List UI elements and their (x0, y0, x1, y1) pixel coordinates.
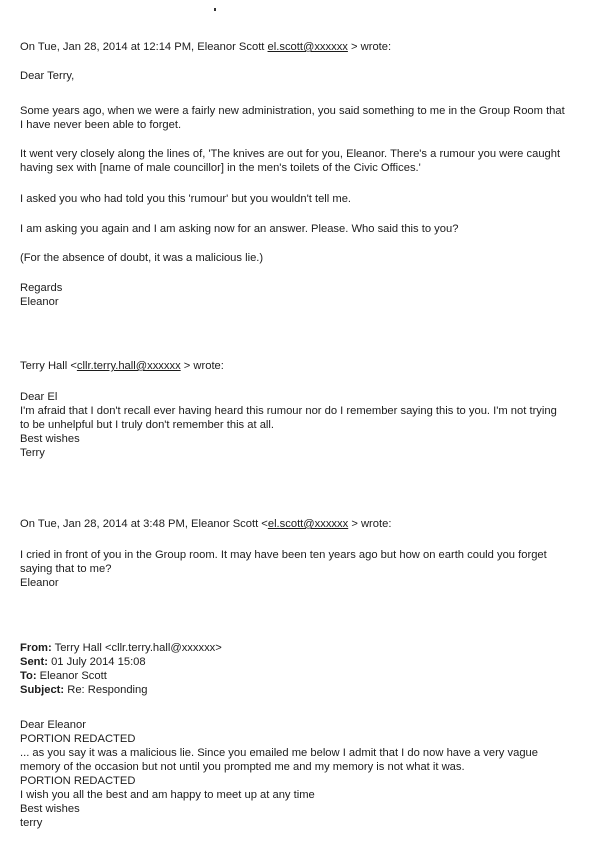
email-4-signoff: Best wishes (20, 803, 80, 815)
email-1-sender-address[interactable]: el.scott@xxxxxx (267, 41, 348, 53)
email-3-body (20, 548, 580, 590)
email-3-sender-address[interactable]: el.scott@xxxxxx (267, 518, 349, 530)
email-4-signature: terry (20, 817, 43, 829)
email-2-body (20, 390, 580, 460)
email-1-paragraph-4: I am asking you again and I am asking now for an answer. Please. Who said this to you? (20, 223, 459, 235)
email-1-signature: Eleanor (20, 296, 59, 308)
email-4-redacted-2: PORTION REDACTED (20, 775, 136, 787)
email-1-header (20, 40, 580, 54)
email-4-subject-label: Subject: (20, 684, 65, 696)
email-4-body-line-2: memory of the occasion but not until you prompted me and my memory is not what it was. (20, 761, 465, 773)
email-1-paragraph-1-line-1: Some years ago, when we were a fairly new administration, you said something to me in the Group Room that (20, 105, 565, 117)
scan-mark (214, 8, 216, 11)
email-4-redacted-1: PORTION REDACTED (20, 733, 136, 745)
email-1-paragraph-1 (20, 104, 580, 132)
email-2-header (20, 359, 580, 373)
email-3-header-suffix: > wrote: (348, 518, 392, 530)
email-4-to-value: Eleanor Scott (36, 670, 107, 682)
email-4-sent-row (20, 655, 580, 669)
email-4-subject-value: Re: Responding (64, 684, 148, 696)
email-1-paragraph-2 (20, 147, 580, 175)
email-1-regards: Regards (20, 282, 63, 294)
email-1-paragraph-3: I asked you who had told you this 'rumour' but you wouldn't tell me. (20, 193, 352, 205)
email-1-header-suffix: > wrote: (347, 41, 392, 53)
email-4-sent-label: Sent: (20, 656, 48, 668)
email-3-body-line-2: saying that to me? (20, 563, 112, 575)
email-2-signature: Terry (20, 447, 45, 459)
email-1-header-prefix: On Tue, Jan 28, 2014 at 12:14 PM, Eleanor Scott (20, 41, 268, 53)
email-1-paragraph-2-line-1: It went very closely along the lines of, 'The knives are out for you, Eleanor. There's a rumour you were caught (20, 148, 561, 160)
email-2-sender-address[interactable]: cllr.terry.hall@xxxxxx (76, 360, 181, 372)
email-4-greeting: Dear Eleanor (20, 719, 86, 731)
email-4-to-label: To: (20, 670, 37, 682)
email-4-from-row (20, 641, 580, 655)
email-4-body-line-3: I wish you all the best and am happy to meet up at any time (20, 789, 315, 801)
email-3-header (20, 517, 580, 531)
email-1-paragraph-1-line-2: I have never been able to forget. (20, 119, 182, 131)
email-1-signoff (20, 281, 580, 309)
email-3-header-prefix: On Tue, Jan 28, 2014 at 3:48 PM, Eleanor Scott < (20, 518, 268, 530)
email-4-subject-row (20, 683, 580, 697)
email-3-body-line-1: I cried in front of you in the Group room. It may have been ten years ago but how on earth could you forget (20, 549, 547, 561)
email-4-from-value: Terry Hall <cllr.terry.hall@xxxxxx> (51, 642, 222, 654)
email-2-header-suffix: > wrote: (180, 360, 224, 372)
email-1-paragraph-5: (For the absence of doubt, it was a malicious lie.) (20, 252, 264, 264)
email-4-to-row (20, 669, 580, 683)
email-2-signoff: Best wishes (20, 433, 80, 445)
email-2-header-prefix: Terry Hall < (20, 360, 77, 372)
email-4-body (20, 718, 580, 830)
email-3-signature: Eleanor (20, 577, 59, 589)
email-2-body-line-1: I'm afraid that I don't recall ever having heard this rumour nor do I remember saying this to you. I'm not trying (20, 405, 557, 417)
email-4-from-label: From: (20, 642, 52, 654)
email-4-body-line-1: ... as you say it was a malicious lie. Since you emailed me below I admit that I do now have a very vague (20, 747, 538, 759)
email-1-greeting: Dear Terry, (20, 70, 75, 82)
email-4-sent-value: 01 July 2014 15:08 (47, 656, 146, 668)
email-1-paragraph-2-line-2: having sex with [name of male councillor] in the men's toilets of the Civic Offices.' (20, 162, 421, 174)
email-2-greeting: Dear El (20, 391, 58, 403)
email-2-body-line-2: to be unhelpful but I truly don't remember this at all. (20, 419, 274, 431)
email-4-header (20, 641, 580, 697)
